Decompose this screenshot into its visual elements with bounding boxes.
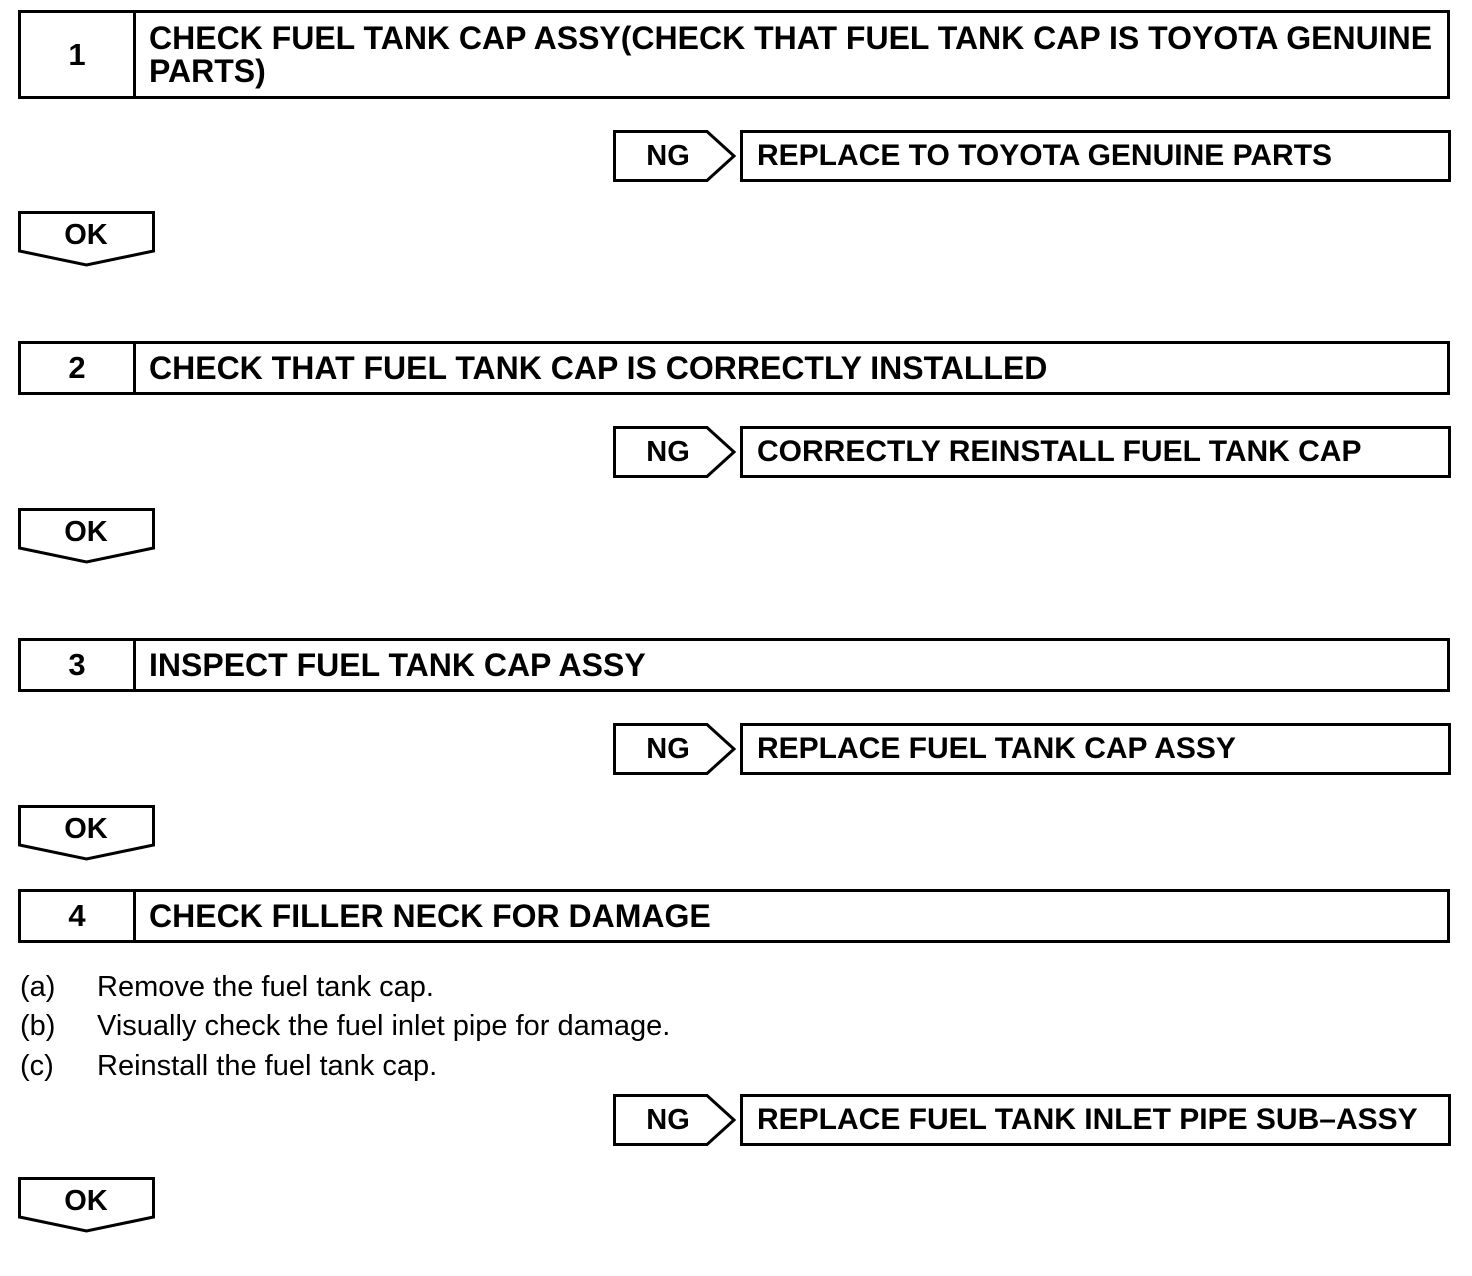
step-2-ng-label: NG [646,435,690,468]
step-3-header [18,638,1450,692]
step-3-ng-tag [613,723,737,775]
step-1-ng-label: NG [646,139,690,172]
step-1-number: 1 [21,13,136,96]
sub-step-text: Visually check the fuel inlet pipe for damage. [97,1010,671,1042]
step-2-ok-label: OK [64,515,108,548]
sub-step-text: Remove the fuel tank cap. [97,971,434,1003]
step-4-ng-label: NG [646,1103,690,1136]
sub-step-letter: (a) [20,971,56,1003]
step-1-ng-tag [613,130,737,182]
step-4-ng-action: REPLACE FUEL TANK INLET PIPE SUB–ASSY [740,1094,1451,1146]
sub-step-a [20,969,434,1005]
step-2-ng-action: CORRECTLY REINSTALL FUEL TANK CAP [740,426,1451,478]
step-3-ng-action: REPLACE FUEL TANK CAP ASSY [740,723,1451,775]
step-4-ok-label: OK [64,1184,108,1217]
sub-step-letter: (c) [20,1050,54,1082]
step-4-title: CHECK FILLER NECK FOR DAMAGE [149,897,711,934]
step-1-ok-label: OK [64,218,108,251]
step-2-number: 2 [21,344,136,392]
sub-step-letter: (b) [20,1010,56,1042]
step-4-ng-tag [613,1094,737,1146]
step-3-ng-label: NG [646,732,690,765]
step-4-number: 4 [21,892,136,940]
step-1-ok-tag [18,211,156,267]
sub-step-b [20,1008,670,1044]
step-2-ng-tag [613,426,737,478]
step-3-ok-label: OK [64,812,108,845]
step-1-title: CHECK FUEL TANK CAP ASSY(CHECK THAT FUEL TANK CAP IS TOYOTA GENUINE PARTS) [149,19,1433,89]
step-1-ng-action: REPLACE TO TOYOTA GENUINE PARTS [740,130,1451,182]
step-1-header [18,10,1450,99]
step-4-header [18,889,1450,943]
step-2-ok-tag [18,508,156,564]
sub-step-text: Reinstall the fuel tank cap. [97,1050,438,1082]
step-3-number: 3 [21,641,136,689]
step-3-ok-tag [18,805,156,861]
step-4-ok-tag [18,1177,156,1233]
step-3-title: INSPECT FUEL TANK CAP ASSY [149,646,646,683]
step-2-header [18,341,1450,395]
step-2-title: CHECK THAT FUEL TANK CAP IS CORRECTLY INSTALLED [149,349,1048,386]
sub-step-c [20,1048,437,1084]
